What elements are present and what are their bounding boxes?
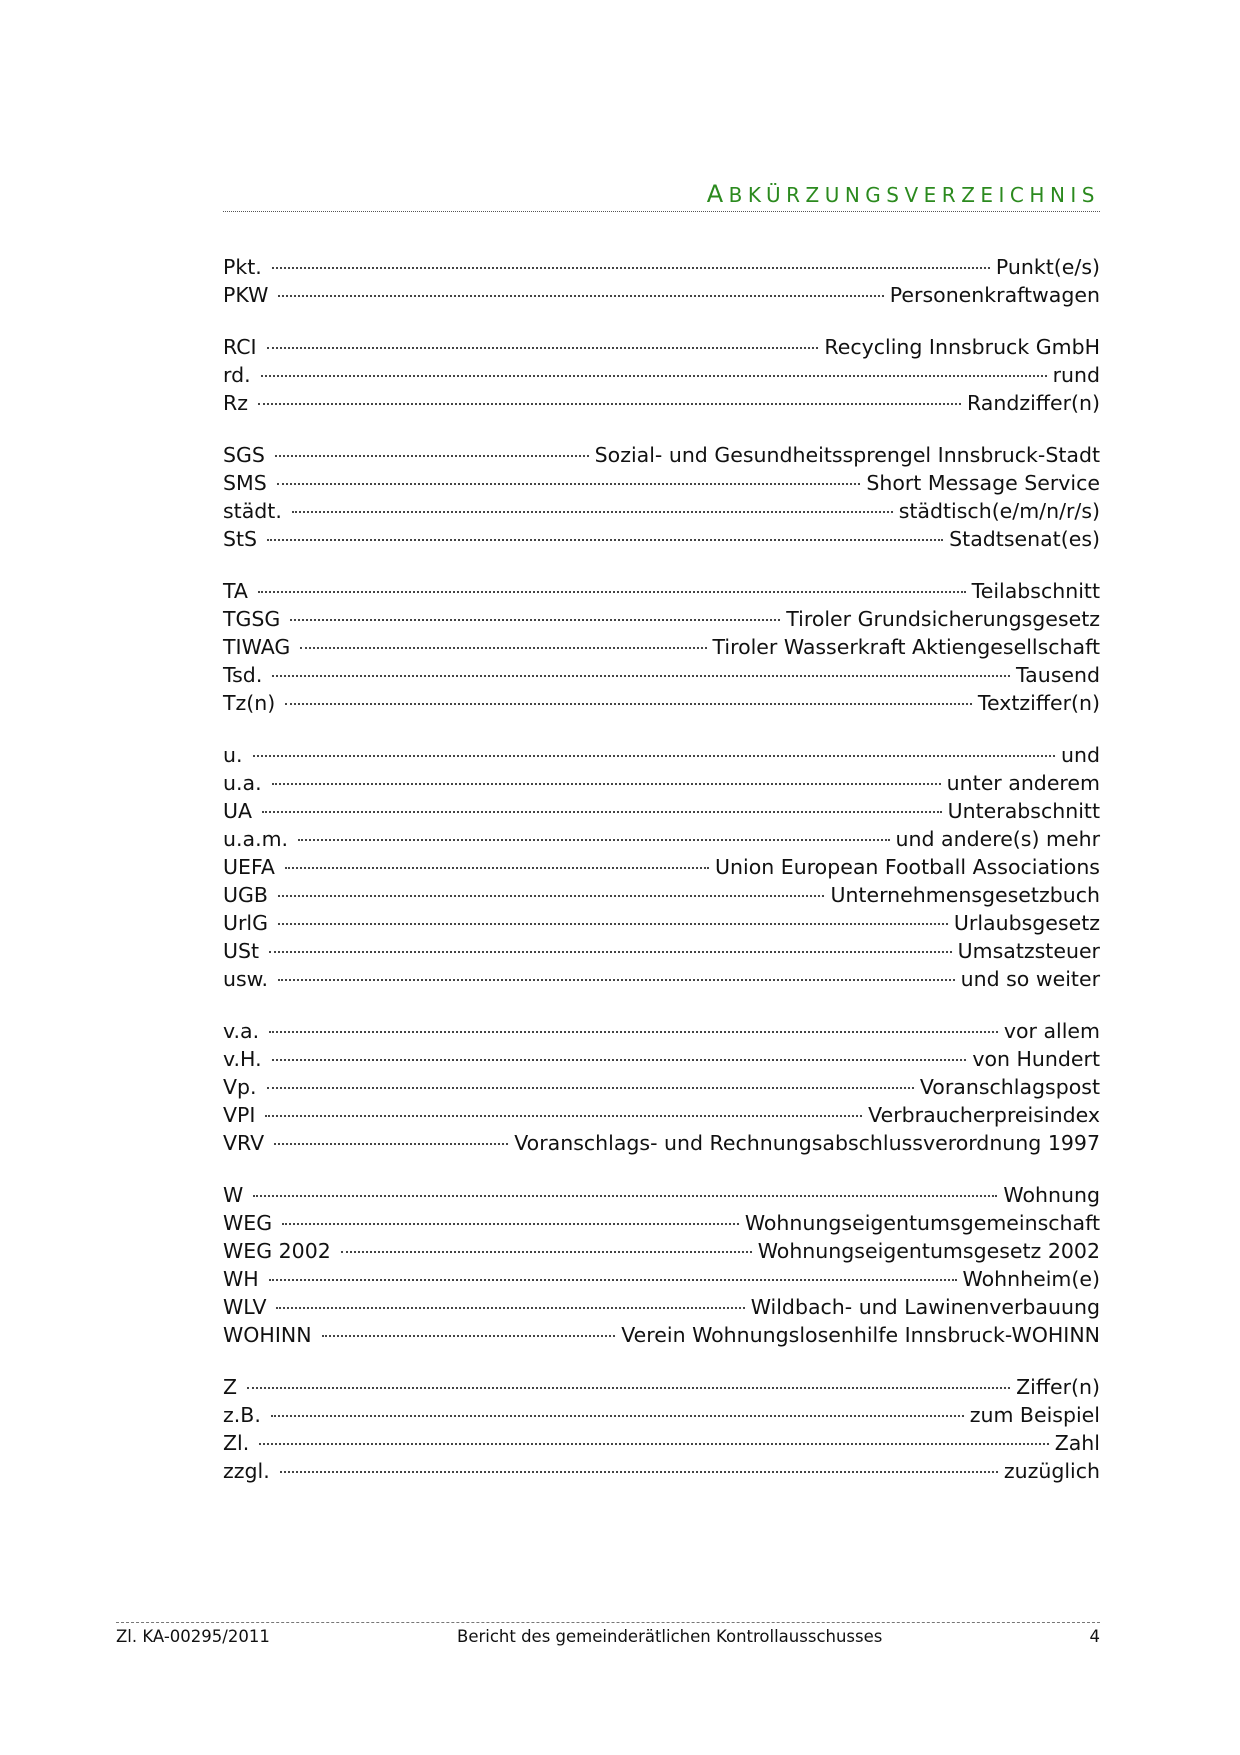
abbreviation-entry: [223, 633, 1100, 661]
dot-leader: [298, 839, 889, 841]
abbreviation-group: [223, 441, 1100, 553]
abbreviation-entry: [223, 825, 1100, 853]
abbreviation: v.H.: [223, 1047, 262, 1071]
abbreviation-entry: [223, 937, 1100, 965]
dot-leader: [280, 1471, 998, 1473]
abbreviation-meaning: Tausend: [1016, 663, 1100, 687]
abbreviation-group: [223, 1181, 1100, 1349]
abbreviation: VPI: [223, 1103, 256, 1127]
abbreviation-entry: [223, 361, 1100, 389]
abbreviation: PKW: [223, 283, 269, 307]
page-number: 4: [1089, 1627, 1100, 1646]
abbreviation-meaning: zuzüglich: [1003, 1459, 1100, 1483]
abbreviation-meaning: Recycling Innsbruck GmbH: [824, 335, 1100, 359]
abbreviation-entry: [223, 1401, 1100, 1429]
dot-leader: [258, 591, 966, 593]
abbreviation-meaning: Zahl: [1054, 1431, 1100, 1455]
abbreviation-entry: [223, 689, 1100, 717]
abbreviation-meaning: Ziffer(n): [1016, 1375, 1100, 1399]
abbreviation-meaning: und: [1061, 743, 1100, 767]
abbreviation: Tsd.: [223, 663, 263, 687]
abbreviation-meaning: von Hundert: [972, 1047, 1100, 1071]
dot-leader: [272, 1059, 967, 1061]
abbreviation: UGB: [223, 883, 268, 907]
abbreviation: WH: [223, 1267, 259, 1291]
document-reference: Zl. KA-00295/2011: [116, 1627, 270, 1646]
abbreviation-meaning: Union European Football Associations: [715, 855, 1100, 879]
abbreviation-entry: [223, 661, 1100, 689]
abbreviation-meaning: Textziffer(n): [977, 691, 1100, 715]
abbreviation-meaning: Urlaubsgesetz: [953, 911, 1100, 935]
abbreviation-group: [223, 577, 1100, 717]
abbreviation: SMS: [223, 471, 267, 495]
abbreviation-entry: [223, 741, 1100, 769]
dot-leader: [267, 539, 943, 541]
abbreviation-entry: [223, 577, 1100, 605]
abbreviation: USt: [223, 939, 260, 963]
abbreviation-group: [223, 1017, 1100, 1157]
abbreviation: v.a.: [223, 1019, 260, 1043]
abbreviation: WLV: [223, 1295, 267, 1319]
abbreviation-meaning: Wohnungseigentumsgesetz 2002: [757, 1239, 1100, 1263]
dot-leader: [269, 1279, 957, 1281]
abbreviation: u.a.m.: [223, 827, 289, 851]
abbreviation-group: [223, 333, 1100, 417]
dot-leader: [269, 1031, 998, 1033]
abbreviation-meaning: Teilabschnitt: [971, 579, 1100, 603]
report-title: Bericht des gemeinderätlichen Kontrollausschusses: [457, 1627, 883, 1646]
abbreviation: StS: [223, 527, 258, 551]
abbreviation-meaning: Sozial- und Gesundheitssprengel Innsbruck-Stadt: [594, 443, 1100, 467]
abbreviation-entry: [223, 1181, 1100, 1209]
abbreviation: SGS: [223, 443, 265, 467]
dot-leader: [277, 483, 861, 485]
abbreviation-meaning: rund: [1052, 363, 1100, 387]
dot-leader: [259, 1443, 1048, 1445]
abbreviation: WEG: [223, 1211, 273, 1235]
abbreviation-meaning: Wildbach- und Lawinenverbauung: [750, 1295, 1100, 1319]
dot-leader: [278, 979, 955, 981]
abbreviation-meaning: Verbraucherpreisindex: [868, 1103, 1100, 1127]
abbreviation-meaning: Verein Wohnungslosenhilfe Innsbruck-WOHINN: [621, 1323, 1100, 1347]
abbreviation-entry: [223, 1129, 1100, 1157]
abbreviation: TIWAG: [223, 635, 291, 659]
dot-leader: [282, 1223, 739, 1225]
dot-leader: [272, 675, 1010, 677]
abbreviation-meaning: Randziffer(n): [967, 391, 1100, 415]
abbreviation-entry: [223, 881, 1100, 909]
dot-leader: [285, 703, 972, 705]
abbreviation-group: [223, 253, 1100, 309]
abbreviation-entry: [223, 1373, 1100, 1401]
abbreviation: WEG 2002: [223, 1239, 331, 1263]
abbreviation-group: [223, 1373, 1100, 1485]
abbreviation-meaning: Unternehmensgesetzbuch: [830, 883, 1100, 907]
dot-leader: [267, 347, 819, 349]
abbreviation: WOHINN: [223, 1323, 312, 1347]
abbreviation-entry: [223, 1073, 1100, 1101]
abbreviation-entry: [223, 797, 1100, 825]
abbreviation-meaning: Tiroler Wasserkraft Aktiengesellschaft: [712, 635, 1100, 659]
abbreviation-entry: [223, 281, 1100, 309]
abbreviation-entry: [223, 769, 1100, 797]
abbreviation-entry: [223, 389, 1100, 417]
abbreviation-entry: [223, 1045, 1100, 1073]
abbreviation: Z: [223, 1375, 238, 1399]
abbreviation: u.a.: [223, 771, 262, 795]
abbreviation: UEFA: [223, 855, 275, 879]
dot-leader: [261, 375, 1047, 377]
abbreviation-entry: [223, 1293, 1100, 1321]
abbreviation: TA: [223, 579, 248, 603]
abbreviation: zzgl.: [223, 1459, 270, 1483]
abbreviation: UA: [223, 799, 253, 823]
abbreviation-meaning: vor allem: [1003, 1019, 1100, 1043]
dot-leader: [272, 783, 941, 785]
abbreviation: rd.: [223, 363, 251, 387]
abbreviation-meaning: Voranschlags- und Rechnungsabschlussverordnung 1997: [514, 1131, 1100, 1155]
dot-leader: [292, 511, 893, 513]
abbreviation-entry: [223, 1265, 1100, 1293]
abbreviation-meaning: Short Message Service: [866, 471, 1100, 495]
dot-leader: [253, 755, 1055, 757]
abbreviation-meaning: zum Beispiel: [969, 1403, 1100, 1427]
abbreviation-list: [223, 253, 1100, 1509]
abbreviation-entry: [223, 853, 1100, 881]
dot-leader: [322, 1335, 616, 1337]
abbreviation-entry: [223, 605, 1100, 633]
abbreviation-meaning: Wohnungseigentumsgemeinschaft: [744, 1211, 1100, 1235]
dot-leader: [278, 895, 824, 897]
page-title-initial: A: [706, 180, 729, 208]
abbreviation-meaning: Wohnheim(e): [962, 1267, 1100, 1291]
abbreviation: städt.: [223, 499, 282, 523]
dot-leader: [300, 647, 706, 649]
page-footer: [116, 1622, 1100, 1653]
abbreviation-group: [223, 741, 1100, 993]
dot-leader: [285, 867, 709, 869]
abbreviation-entry: [223, 441, 1100, 469]
abbreviation: TGSG: [223, 607, 281, 631]
abbreviation-entry: [223, 1017, 1100, 1045]
dot-leader: [262, 811, 942, 813]
abbreviation-meaning: und so weiter: [960, 967, 1100, 991]
abbreviation-entry: [223, 909, 1100, 937]
abbreviation-entry: [223, 497, 1100, 525]
abbreviation: u.: [223, 743, 243, 767]
abbreviation: UrlG: [223, 911, 269, 935]
abbreviation-entry: [223, 1209, 1100, 1237]
abbreviation: Zl.: [223, 1431, 250, 1455]
abbreviation: usw.: [223, 967, 269, 991]
dot-leader: [265, 1115, 862, 1117]
dot-leader: [275, 455, 589, 457]
abbreviation-entry: [223, 1457, 1100, 1485]
abbreviation-meaning: Umsatzsteuer: [957, 939, 1100, 963]
abbreviation-meaning: städtisch(e/m/n/r/s): [898, 499, 1100, 523]
abbreviation: z.B.: [223, 1403, 261, 1427]
dot-leader: [278, 295, 883, 297]
abbreviation-entry: [223, 1237, 1100, 1265]
abbreviation-entry: [223, 1321, 1100, 1349]
dot-leader: [274, 1143, 508, 1145]
abbreviation-meaning: und andere(s) mehr: [895, 827, 1100, 851]
dot-leader: [272, 267, 990, 269]
dot-leader: [276, 1307, 744, 1309]
abbreviation: Vp.: [223, 1075, 257, 1099]
dot-leader: [341, 1251, 752, 1253]
abbreviation-meaning: unter anderem: [946, 771, 1100, 795]
dot-leader: [290, 619, 780, 621]
abbreviation: RCI: [223, 335, 257, 359]
abbreviation-meaning: Punkt(e/s): [995, 255, 1100, 279]
abbreviation-entry: [223, 965, 1100, 993]
abbreviation-entry: [223, 333, 1100, 361]
dot-leader: [258, 403, 961, 405]
abbreviation-entry: [223, 469, 1100, 497]
abbreviation-entry: [223, 1101, 1100, 1129]
dot-leader: [269, 951, 952, 953]
abbreviation-entry: [223, 525, 1100, 553]
abbreviation-entry: [223, 253, 1100, 281]
abbreviation: W: [223, 1183, 244, 1207]
dot-leader: [253, 1195, 997, 1197]
page-title: [707, 181, 1100, 208]
dot-leader: [271, 1415, 964, 1417]
abbreviation-meaning: Wohnung: [1003, 1183, 1100, 1207]
dot-leader: [278, 923, 948, 925]
abbreviation-entry: [223, 1429, 1100, 1457]
page-header: [223, 181, 1100, 212]
abbreviation: Rz: [223, 391, 249, 415]
abbreviation-meaning: Voranschlagspost: [919, 1075, 1100, 1099]
abbreviation: VRV: [223, 1131, 265, 1155]
abbreviation-meaning: Tiroler Grundsicherungsgesetz: [786, 607, 1100, 631]
abbreviation: Pkt.: [223, 255, 262, 279]
abbreviation-meaning: Personenkraftwagen: [889, 283, 1100, 307]
page-title-rest: BKÜRZUNGSVERZEICHNIS: [728, 183, 1100, 207]
dot-leader: [267, 1087, 914, 1089]
dot-leader: [247, 1387, 1010, 1389]
abbreviation-meaning: Unterabschnitt: [947, 799, 1100, 823]
abbreviation-meaning: Stadtsenat(es): [949, 527, 1100, 551]
abbreviation: Tz(n): [223, 691, 276, 715]
